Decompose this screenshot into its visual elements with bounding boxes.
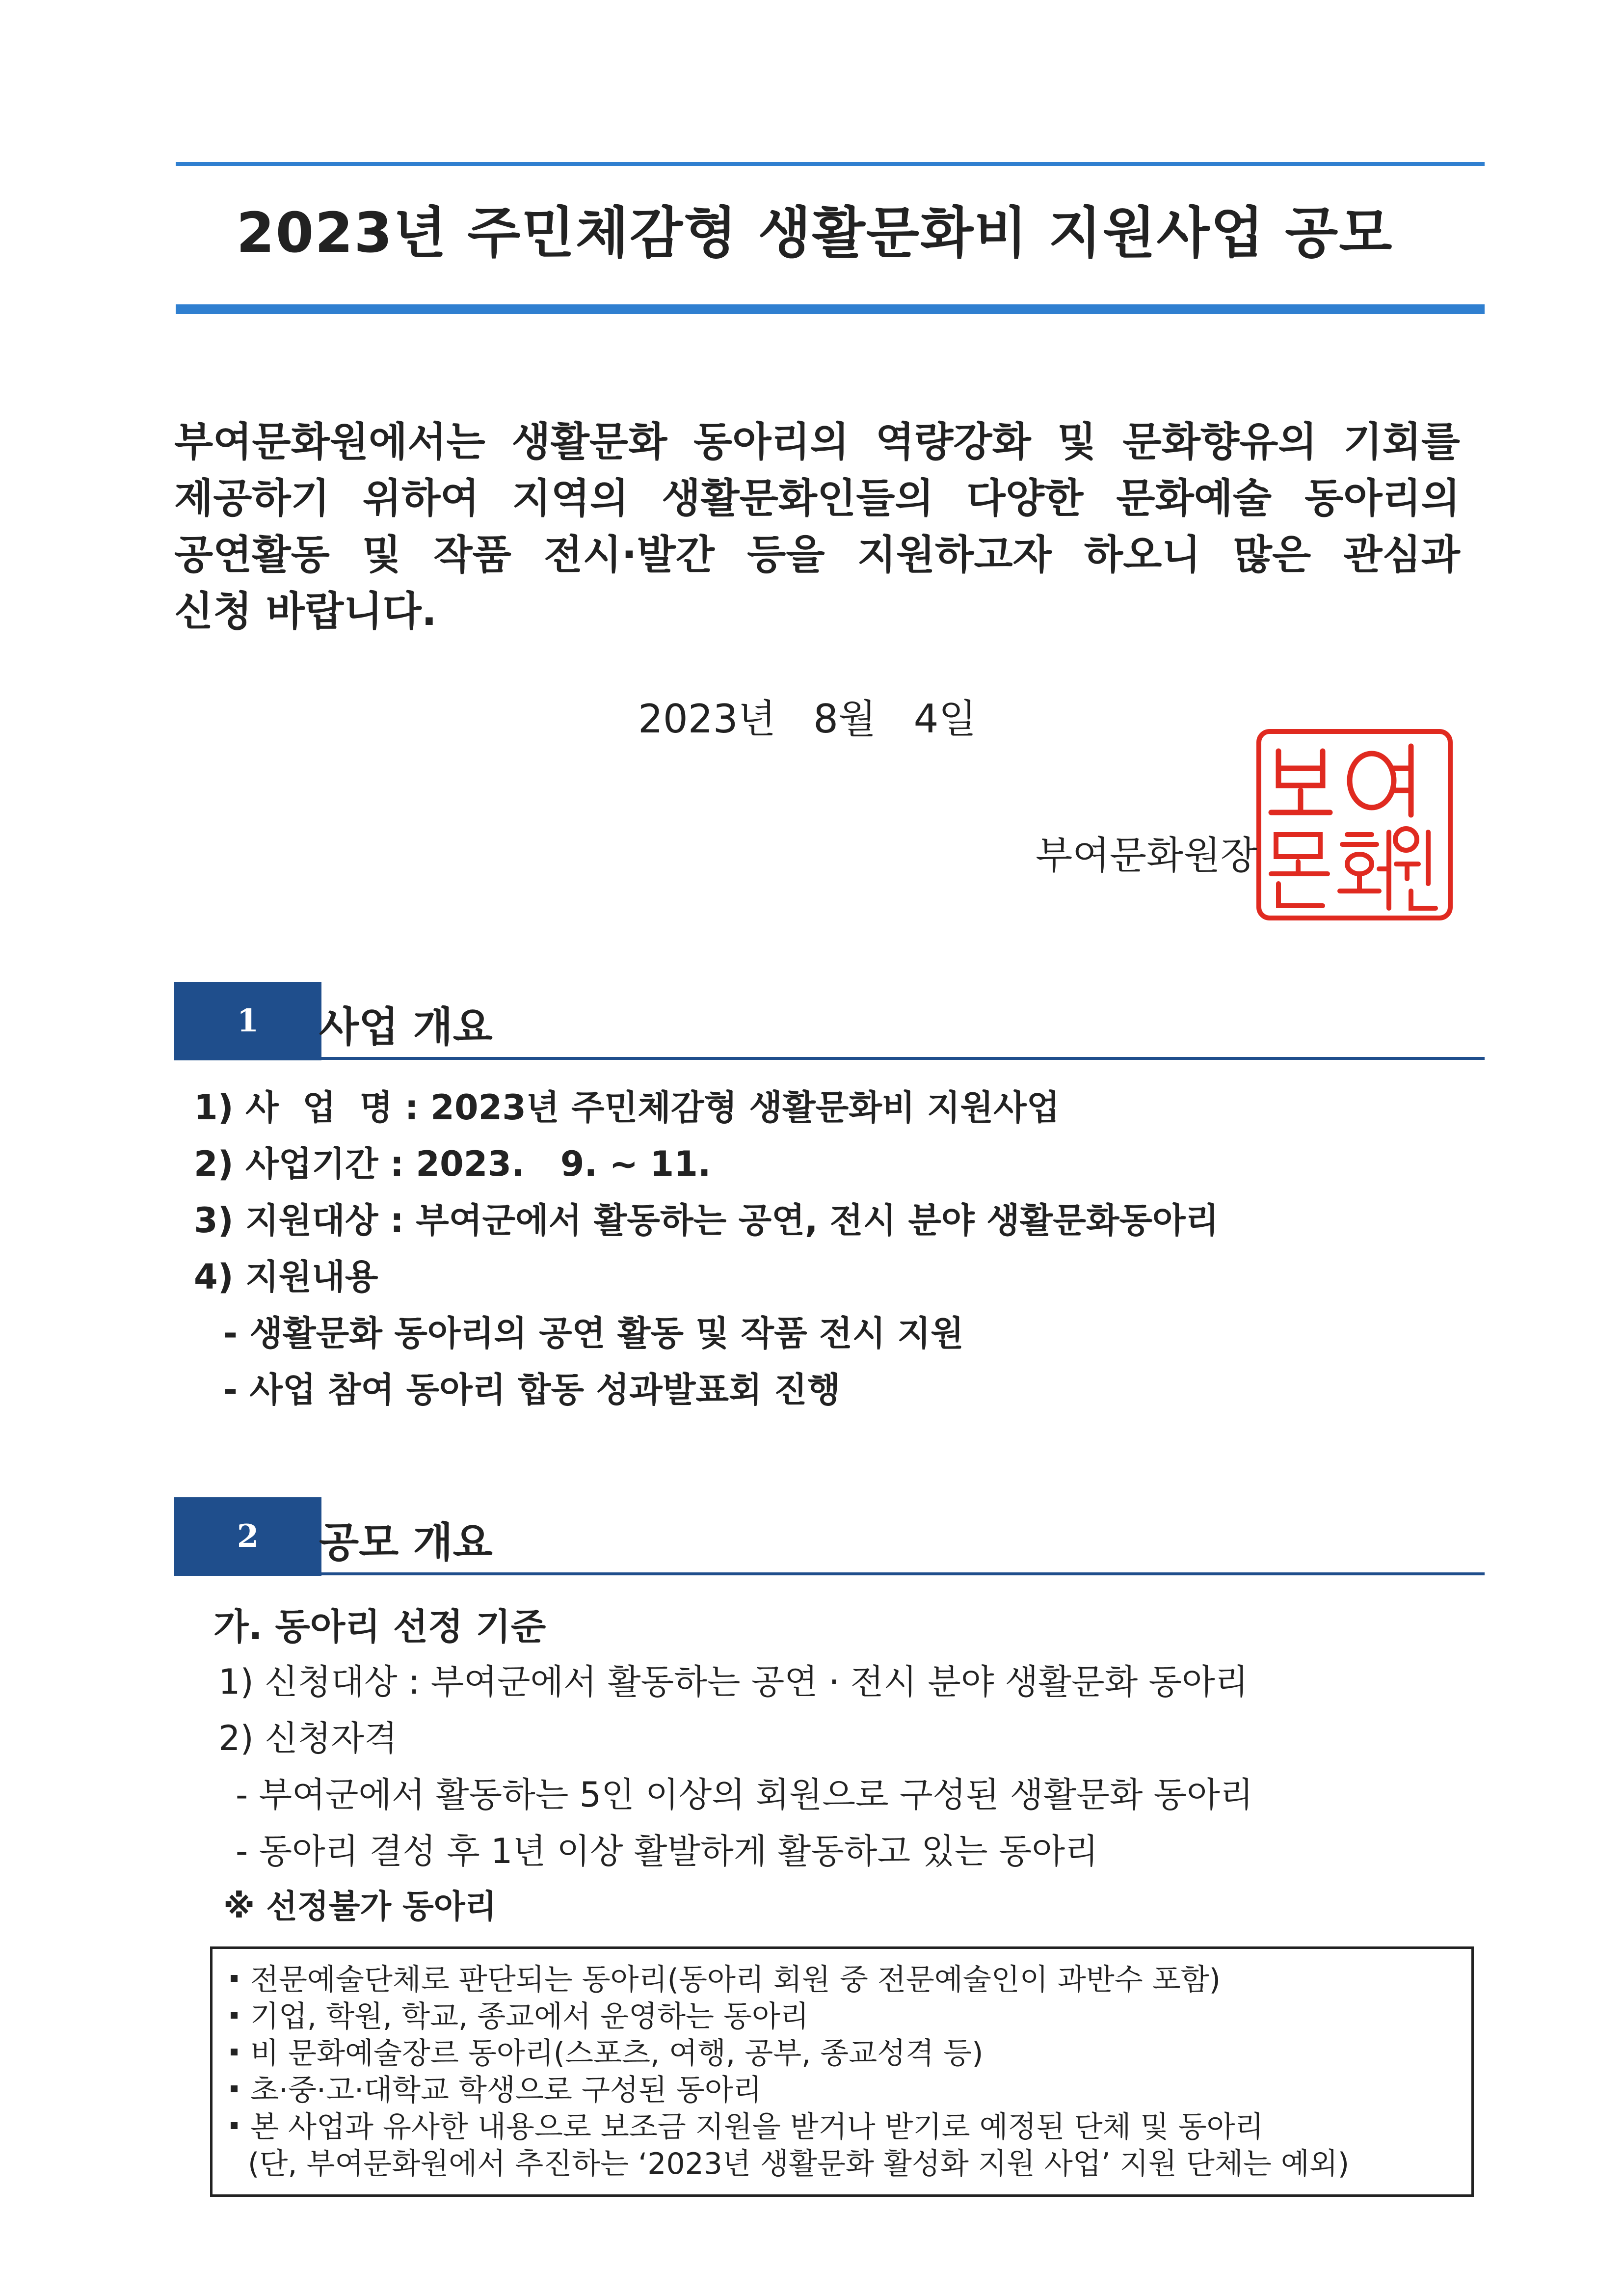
section-1-item-3: 3) 지원대상 : 부여군에서 활동하는 공연, 전시 분야 생활문화동아리	[194, 1200, 1219, 1241]
section-2-subitem-2: - 동아리 결성 후 1년 이상 활발하게 활동하고 있는 동아리	[236, 1831, 1098, 1871]
issuer-name: 부여문화원장	[1036, 834, 1258, 878]
bullet-icon	[231, 2085, 238, 2092]
section-2-subitem-1: - 부여군에서 활동하는 5인 이상의 회원으로 구성된 생활문화 동아리	[236, 1775, 1253, 1815]
exclusion-title: ※ 선정불가 동아리	[223, 1888, 497, 1925]
title-bottom-rule	[176, 304, 1485, 314]
intro-line-1: 부여문화원에서는 생활문화 동아리의 역량강화 및 문화향유의 기회를	[174, 419, 1460, 465]
section-1-item-1: 1) 사 업 명 : 2023년 주민체감형 생활문화비 지원사업	[194, 1087, 1060, 1128]
exclusion-note: (단, 부여문화원에서 추진하는 ‘2023년 생활문화 활성화 지원 사업’ 지원 단체는 예외)	[248, 2147, 1350, 2181]
section-1-subitem-1: - 생활문화 동아리의 공연 활동 및 작품 전시 지원	[223, 1313, 964, 1353]
exclusion-item-4: 초·중·고·대학교 학생으로 구성된 동아리	[231, 2067, 762, 2109]
section-2-underline	[319, 1572, 1485, 1575]
section-2-item-1: 1) 신청대상 : 부여군에서 활동하는 공연 · 전시 분야 생활문화 동아리	[218, 1662, 1249, 1702]
intro-line-4: 신청 바랍니다.	[174, 588, 437, 635]
section-1-title: 사업 개요	[319, 1003, 493, 1051]
section-1-underline	[319, 1057, 1485, 1060]
bullet-icon	[231, 2049, 238, 2055]
issue-date: 2023년 8월 4일	[638, 696, 977, 742]
section-2-item-2: 2) 신청자격	[218, 1718, 398, 1758]
bullet-icon	[231, 1975, 238, 1982]
title-top-rule	[176, 162, 1485, 166]
exclusion-item-1: 전문예술단체로 판단되는 동아리(동아리 회원 중 전문예술인이 과반수 포함)	[231, 1956, 1221, 1999]
exclusion-item-5: 본 사업과 유사한 내용으로 보조금 지원을 받거나 받기로 예정된 단체 및 동아리	[231, 2104, 1264, 2146]
page-title: 2023년 주민체감형 생활문화비 지원사업 공모	[236, 201, 1393, 265]
exclusion-item-2: 기업, 학원, 학교, 종교에서 운영하는 동아리	[231, 1993, 809, 2035]
section-2-subhead: 가. 동아리 선정 기준	[213, 1606, 546, 1648]
bullet-icon	[231, 2012, 238, 2019]
section-2-title: 공모 개요	[319, 1518, 493, 1567]
section-2-number: 2	[174, 1497, 321, 1576]
section-1-item-4: 4) 지원내용	[194, 1257, 378, 1297]
intro-line-2: 제공하기 위하여 지역의 생활문화인들의 다양한 문화예술 동아리의	[174, 475, 1460, 522]
section-1-number: 1	[174, 982, 321, 1060]
official-seal	[1249, 722, 1460, 928]
intro-line-3: 공연활동 및 작품 전시·발간 등을 지원하고자 하오니 많은 관심과	[174, 532, 1460, 578]
section-1-subitem-2: - 사업 참여 동아리 합동 성과발표회 진행	[223, 1370, 841, 1410]
exclusion-item-3: 비 문화예술장르 동아리(스포츠, 여행, 공부, 종교성격 등)	[231, 2030, 984, 2072]
bullet-icon	[231, 2122, 238, 2129]
section-1-item-2: 2) 사업기간 : 2023. 9. ~ 11.	[194, 1144, 711, 1184]
